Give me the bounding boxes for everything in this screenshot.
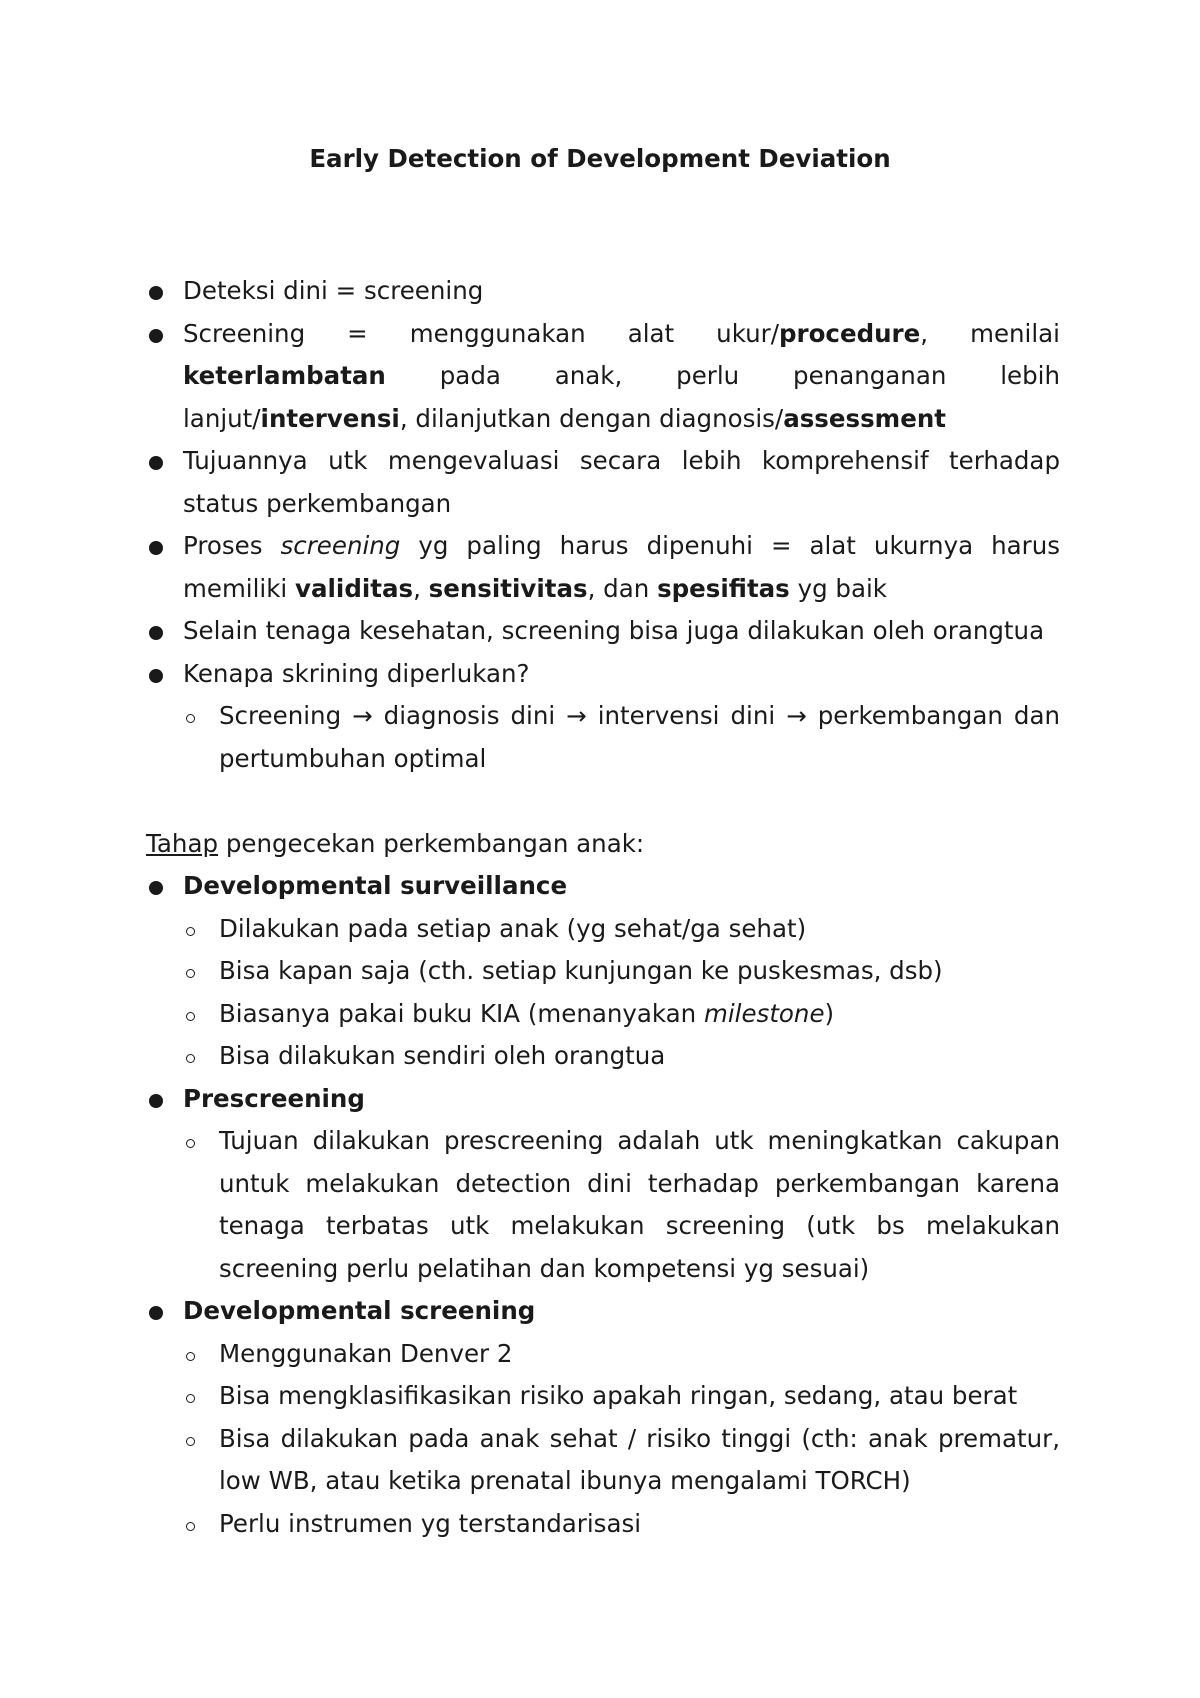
bullet-item bbox=[146, 1290, 1060, 1333]
sub-bullet-item bbox=[146, 695, 1060, 780]
bullet-text: , dan bbox=[587, 573, 658, 603]
document-title: Early Detection of Development Deviation bbox=[309, 144, 891, 173]
bold-term: keterlambatan bbox=[183, 361, 386, 390]
sub-bullet-item bbox=[146, 1120, 1060, 1290]
bullet-item bbox=[146, 313, 1060, 441]
bullet-item bbox=[146, 610, 1060, 653]
bullet-icon bbox=[149, 669, 163, 683]
bullet-item bbox=[146, 865, 1060, 908]
sub-bullet-text: Screening → diagnosis dini → intervensi dini → perkembangan dan pertumbuhan optimal bbox=[219, 701, 1060, 773]
bullet-text: , dilanjutkan dengan diagnosis/ bbox=[399, 403, 784, 433]
bullet-icon bbox=[149, 286, 163, 300]
sub-bullet-item bbox=[146, 993, 1060, 1036]
italic-term: screening bbox=[280, 531, 401, 560]
bullet-text: Selain tenaga kesehatan, screening bisa juga dilakukan oleh orangtua bbox=[183, 616, 1045, 645]
circle-bullet-icon bbox=[186, 927, 195, 936]
stage-label: Developmental screening bbox=[183, 1296, 536, 1325]
sub-bullet-item bbox=[146, 1035, 1060, 1078]
sub-bullet-item bbox=[146, 950, 1060, 993]
bullet-icon bbox=[149, 456, 163, 470]
sub-bullet-text: Tujuan dilakukan prescreening adalah utk meningkatkan cakupan untuk melakukan detection dini terhadap perkembangan karena tenaga terbatas utk melakukan screening (utk bs melakukan screening perlu pelatihan dan kompetensi yg sesuai) bbox=[219, 1126, 1060, 1283]
bullet-icon bbox=[149, 1306, 163, 1320]
circle-bullet-icon bbox=[186, 1139, 195, 1148]
bullet-text: pada anak, perlu penanganan lebih lanjut/ bbox=[183, 361, 1060, 433]
bold-term: intervensi bbox=[260, 403, 400, 433]
bullet-text: , bbox=[413, 573, 429, 603]
bullet-icon bbox=[149, 329, 163, 343]
underlined-word: Tahap bbox=[146, 828, 219, 858]
sub-bullet-text: Bisa kapan saja (cth. setiap kunjungan ke puskesmas, dsb) bbox=[219, 956, 943, 985]
sub-bullet-item bbox=[146, 1375, 1060, 1418]
sub-bullet-item bbox=[146, 908, 1060, 951]
bullet-text: Proses bbox=[183, 531, 281, 560]
bullet-item bbox=[146, 525, 1060, 610]
circle-bullet-icon bbox=[186, 1522, 195, 1531]
bold-term: sensitivitas bbox=[428, 573, 588, 603]
bullet-text: yg paling harus dipenuhi = alat ukurnya harus memiliki bbox=[183, 531, 1060, 603]
bullet-item bbox=[146, 1078, 1060, 1121]
bold-term: procedure bbox=[778, 318, 921, 348]
bullet-icon bbox=[149, 541, 163, 555]
bullet-icon bbox=[149, 1094, 163, 1108]
bullet-text: , menilai bbox=[920, 318, 1060, 348]
circle-bullet-icon bbox=[186, 1012, 195, 1021]
bullet-text: Deteksi dini = screening bbox=[183, 276, 484, 305]
stage-label: Prescreening bbox=[183, 1083, 365, 1113]
bullet-text: Tujuannya utk mengevaluasi secara lebih komprehensif terhadap status perkembangan bbox=[183, 446, 1060, 518]
bold-term: assessment bbox=[783, 403, 946, 433]
sub-bullet-text: Menggunakan Denver 2 bbox=[219, 1338, 513, 1368]
bullet-item bbox=[146, 653, 1060, 696]
bullet-item bbox=[146, 270, 1060, 313]
sub-bullet-item bbox=[146, 1418, 1060, 1503]
sub-bullet-text: Biasanya pakai buku KIA (menanyakan bbox=[219, 998, 704, 1028]
stage-label: Developmental surveillance bbox=[183, 871, 568, 900]
bullet-text: yg baik bbox=[789, 573, 887, 603]
sub-bullet-text: Bisa mengklasifikasikan risiko apakah ringan, sedang, atau berat bbox=[219, 1381, 1018, 1410]
circle-bullet-icon bbox=[186, 1437, 195, 1446]
circle-bullet-icon bbox=[186, 1054, 195, 1063]
circle-bullet-icon bbox=[186, 969, 195, 978]
sub-bullet-text: Dilakukan pada setiap anak (yg sehat/ga sehat) bbox=[219, 913, 807, 943]
italic-term: milestone bbox=[704, 998, 825, 1028]
circle-bullet-icon bbox=[186, 1394, 195, 1403]
bullet-text: Screening = menggunakan alat ukur/ bbox=[183, 318, 779, 348]
circle-bullet-icon bbox=[186, 1352, 195, 1361]
circle-bullet-icon bbox=[186, 714, 195, 723]
sub-bullet-text: Bisa dilakukan pada anak sehat / risiko tinggi (cth: anak prematur, low WB, atau ketika prenatal ibunya mengalami TORCH) bbox=[219, 1423, 1060, 1495]
bullet-icon bbox=[149, 881, 163, 895]
document-body bbox=[146, 270, 1060, 1545]
bold-term: spesifitas bbox=[657, 573, 790, 603]
bullet-text: Kenapa skrining diperlukan? bbox=[183, 658, 530, 688]
bullet-item bbox=[146, 440, 1060, 525]
sub-bullet-item bbox=[146, 1503, 1060, 1546]
sub-bullet-text: Perlu instrumen yg terstandarisasi bbox=[219, 1508, 642, 1538]
bullet-icon bbox=[149, 626, 163, 640]
sub-bullet-text: ) bbox=[824, 998, 835, 1028]
section-heading bbox=[146, 823, 1060, 866]
bold-term: validitas bbox=[295, 573, 414, 603]
sub-bullet-item bbox=[146, 1333, 1060, 1376]
sub-bullet-text: Bisa dilakukan sendiri oleh orangtua bbox=[219, 1041, 666, 1070]
heading-text: pengecekan perkembangan anak: bbox=[218, 828, 645, 858]
